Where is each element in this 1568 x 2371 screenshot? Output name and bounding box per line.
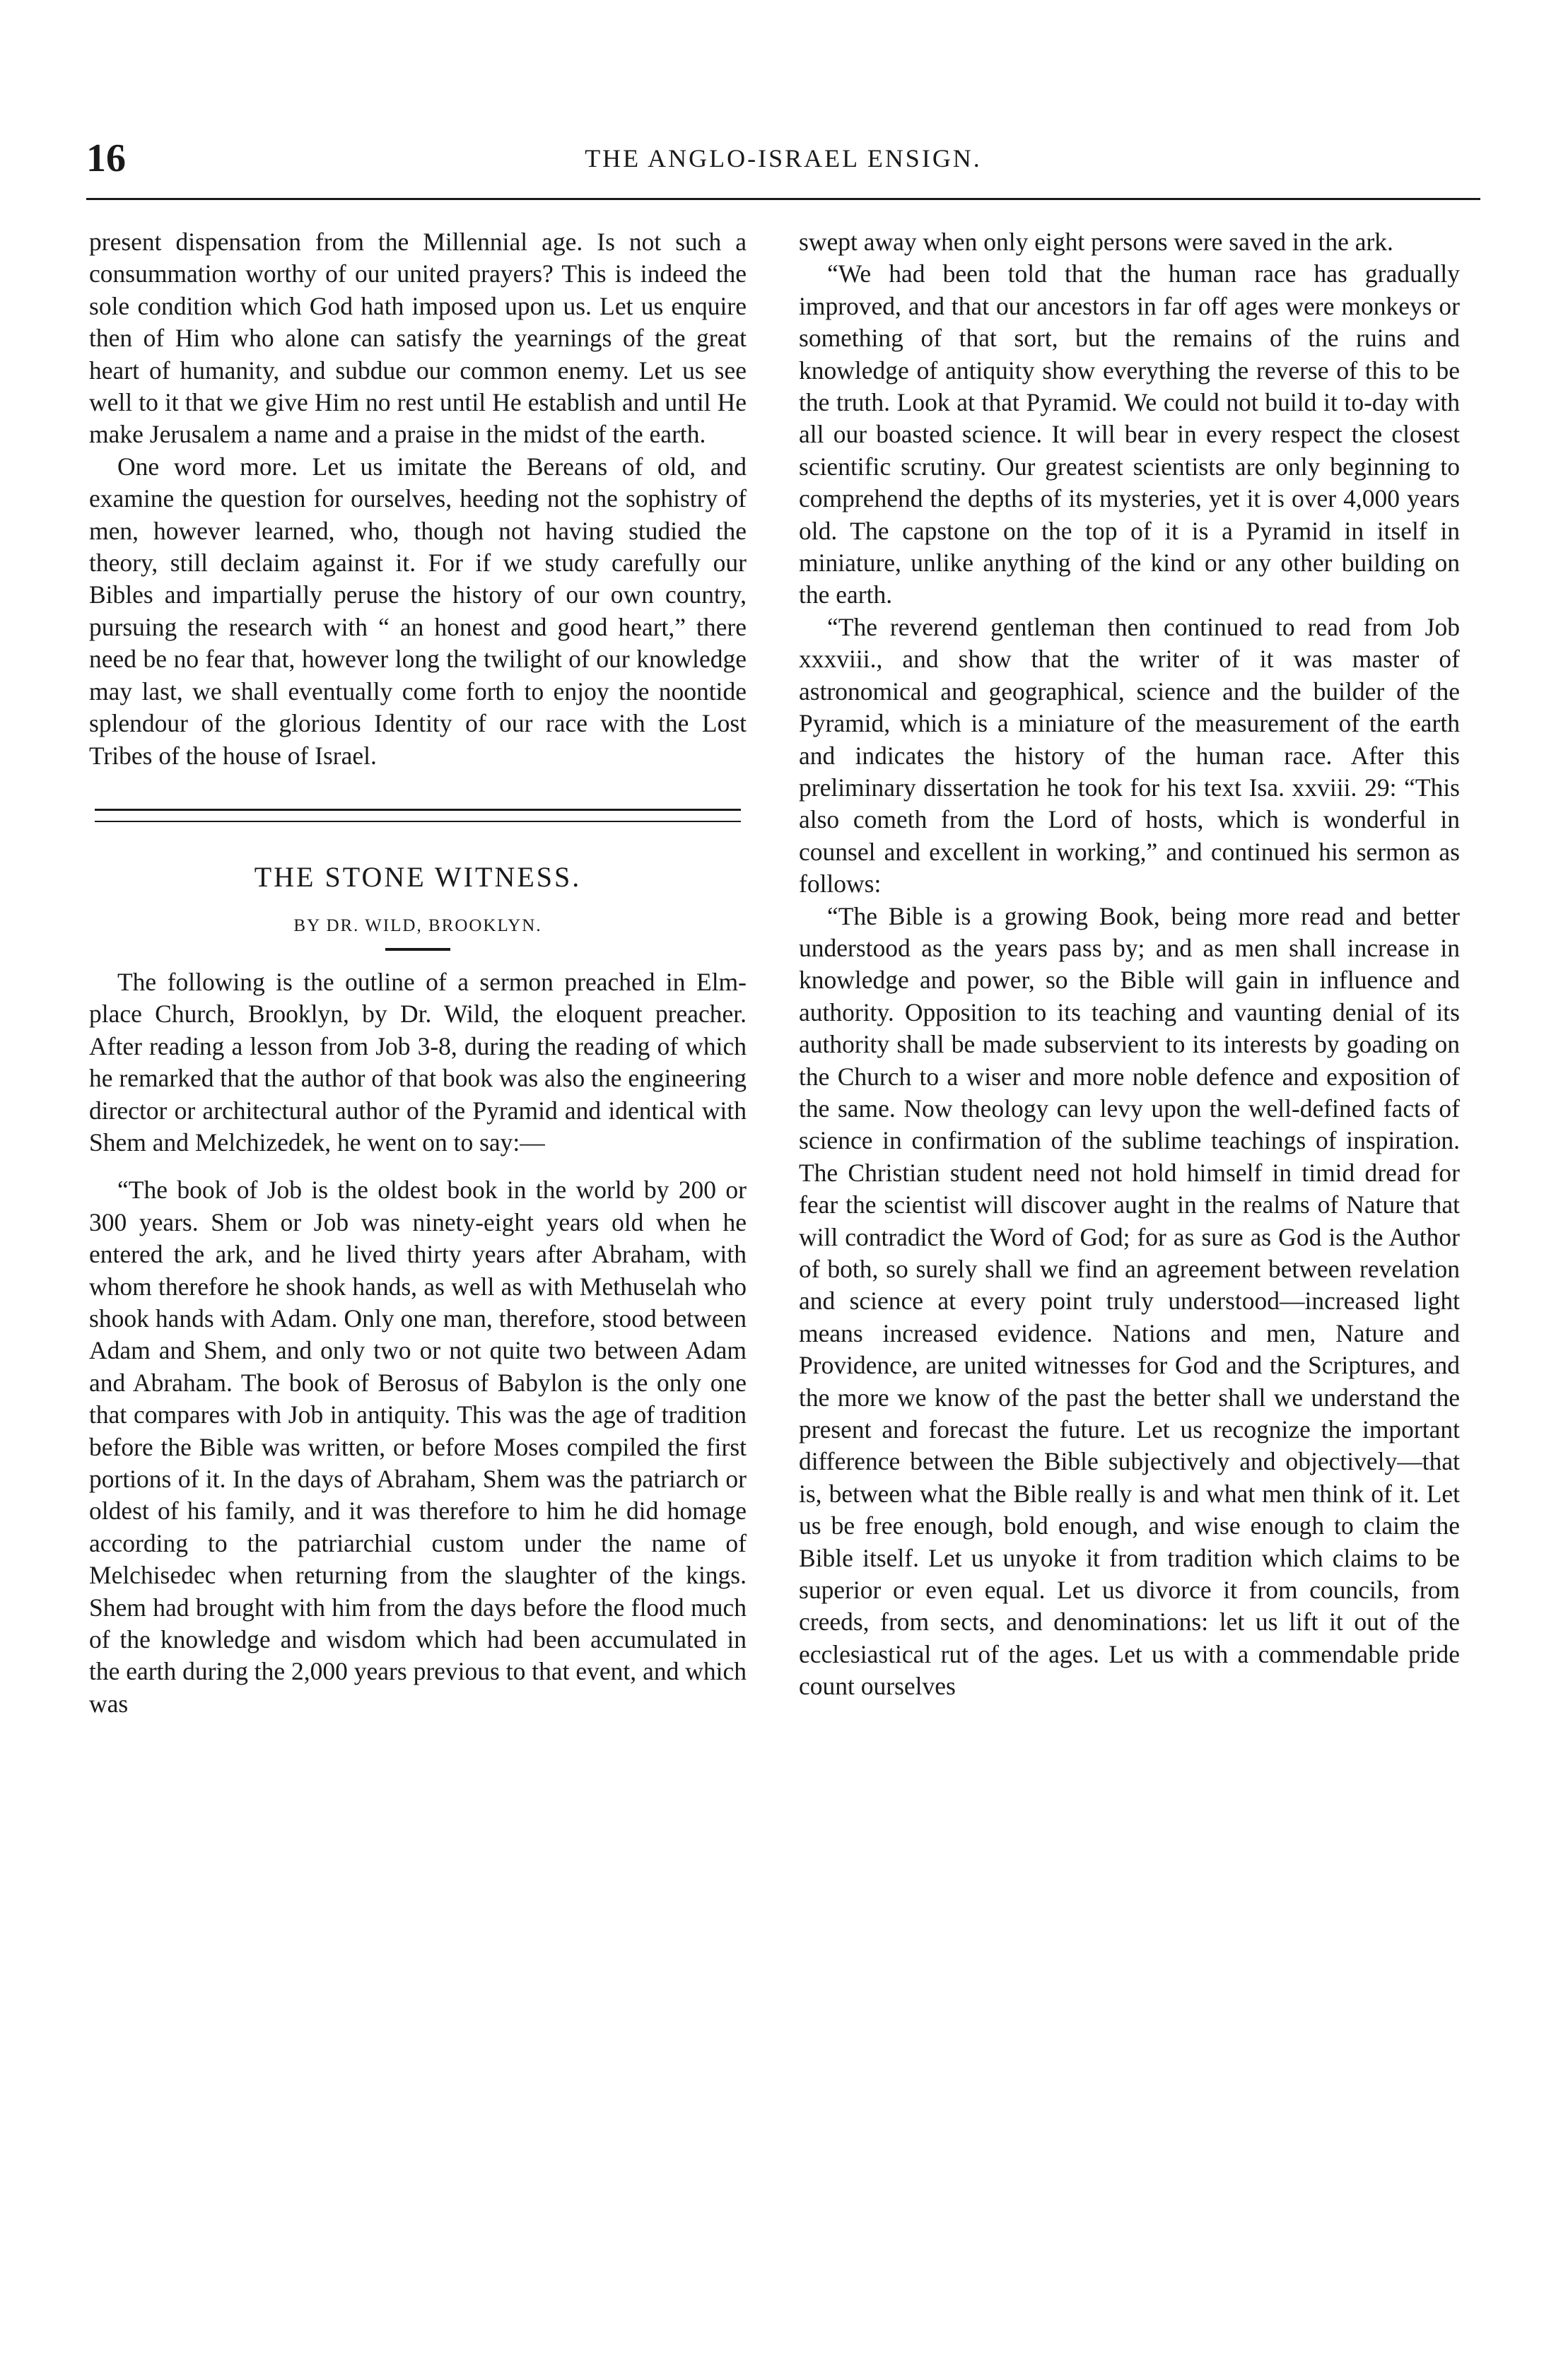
right-column [799, 226, 1460, 1703]
header-rule [86, 198, 1480, 200]
paragraph: “The Bible is a growing Book, being more read and better understood as the years pass by; and as men shall increase in knowledge and power, so the Bible will gain in influence and authority. Opposition to its teaching and vaunting denial of its authority shall be made subservient to its interests by goading on the Church to a wiser and more noble defence and exposition of the same. Now theology can levy upon the well-defined facts of science in confirmation of the sublime teachings of inspiration. The Christian student need not hold himself in timid dread for fear the scientist will discover aught in the realms of Nature that will contradict the Word of God; for as sure as God is the Author of both, so surely shall we find an agreement between revelation and science at every point truly understood—increased light means increased evidence. Nations and men, Nature and Providence, are united witnesses for God and the Scriptures, and the more we know of the past the better shall we understand the present and forecast the future. Let us recognize the important difference between the Bible subjectively and objectively—that is, between what the Bible really is and what men think of it. Let us be free enough, bold enough, and wise enough to claim the Bible itself. Let us unyoke it from tradition which claims to be superior or even equal. Let us divorce it from councils, from creeds, from sects, and denominations: let us lift it out of the ecclesiastical rut of the ages. Let us with a commendable pride count ourselves [799, 901, 1460, 1701]
article-intro: The following is the outline of a sermon preached in Elm-place Church, Brooklyn, by Dr. Wild, the eloquent preacher. After reading a lesson from Job 3-8, during the reading of which he remarked that the author of that book was also the engineering director or architectural author of the Pyramid and identical with Shem and Melchizedek, he went on to say:— [89, 967, 747, 1157]
article-body-paragraph: “The book of Job is the oldest book in the world by 200 or 300 years. Shem or Job was ninety-eight years old when he entered the ark, and he lived thirty years after Abraham, with whom therefore he shook hands, as well as with Methuselah who shook hands with Adam. Only one man, therefore, stood between Adam and Shem, and only two or not quite two between Adam and Abraham. The book of Berosus of Babylon is the only one that compares with Job in antiquity. This was the age of tradition before the Bible was written, or before Moses compiled the first portions of it. In the days of Abraham, Shem was the patriarch or oldest of his family, and it was therefore to him he did homage according to the patriarchial custom under the name of Melchisedec when returning from the slaughter of the kings. Shem had brought with him from the days before the flood much of the knowledge and wisdom which had been accumulated in the earth during the 2,000 years previous to that event, and which was [89, 1176, 747, 1718]
page-header [86, 130, 1480, 187]
running-head: THE ANGLO-ISRAEL ENSIGN. [585, 144, 982, 172]
byline-rule [385, 948, 450, 951]
article-title: THE STONE WITNESS. [254, 860, 582, 893]
paragraph: “We had been told that the human race has gradually improved, and that our ancestors in far off ages were monkeys or something of that sort, but the remains of the ruins and knowledge of antiquity show everything the reverse of this to be the truth. Look at that Pyramid. We could not build it to-day with all our boasted science. It will bear in every respect the closest scientific scrutiny. Our greatest scientists are only beginning to comprehend the depths of its mysteries, yet it is over 4,000 years old. The capstone on the top of it is a Pyramid in itself in miniature, unlike anything of the kind or any other building on the earth. [799, 259, 1460, 609]
left-column [89, 226, 747, 1720]
paragraph-gap [89, 1159, 747, 1174]
paragraph: present dispensation from the Millennial age. Is not such a consummation worthy of our united prayers? This is indeed the sole condition which God hath imposed upon us. Let us enquire then of Him who alone can satisfy the yearnings of the great heart of humanity, and subdue our common enemy. Let us see well to it that we give Him no rest until He establish and until He make Jerusalem a name and a praise in the midst of the earth. [89, 228, 747, 449]
paragraph: “The reverend gentleman then continued to read from Job xxxviii., and show that the writer of it was master of astronomical and geographical, science and the builder of the Pyramid, which is a miniature of the measurement of the earth and indicates the history of the human race. After this preliminary dissertation he took for his text Isa. xxviii. 29: “This also cometh from the Lord of hosts, which is wonderful in counsel and excellent in working,” and continued his sermon as follows: [799, 612, 1460, 898]
article-byline: BY DR. WILD, BROOKLYN. [293, 915, 542, 935]
section-divider [95, 809, 741, 822]
paragraph: swept away when only eight persons were saved in the ark. [799, 228, 1393, 256]
paragraph: One word more. Let us imitate the Bereans of old, and examine the question for ourselves, heeding not the sophistry of men, however learned, who, though not having studied the theory, still declaim against it. For if we study carefully our Bibles and impartially peruse the history of our own country, pursuing the research with “ an honest and good heart,” there need be no fear that, however long the twilight of our knowledge may last, we shall eventually come forth to enjoy the noontide splendour of the glorious Identity of our race with the Lost Tribes of the house of Israel. [89, 452, 747, 770]
page-number: 16 [86, 136, 126, 180]
